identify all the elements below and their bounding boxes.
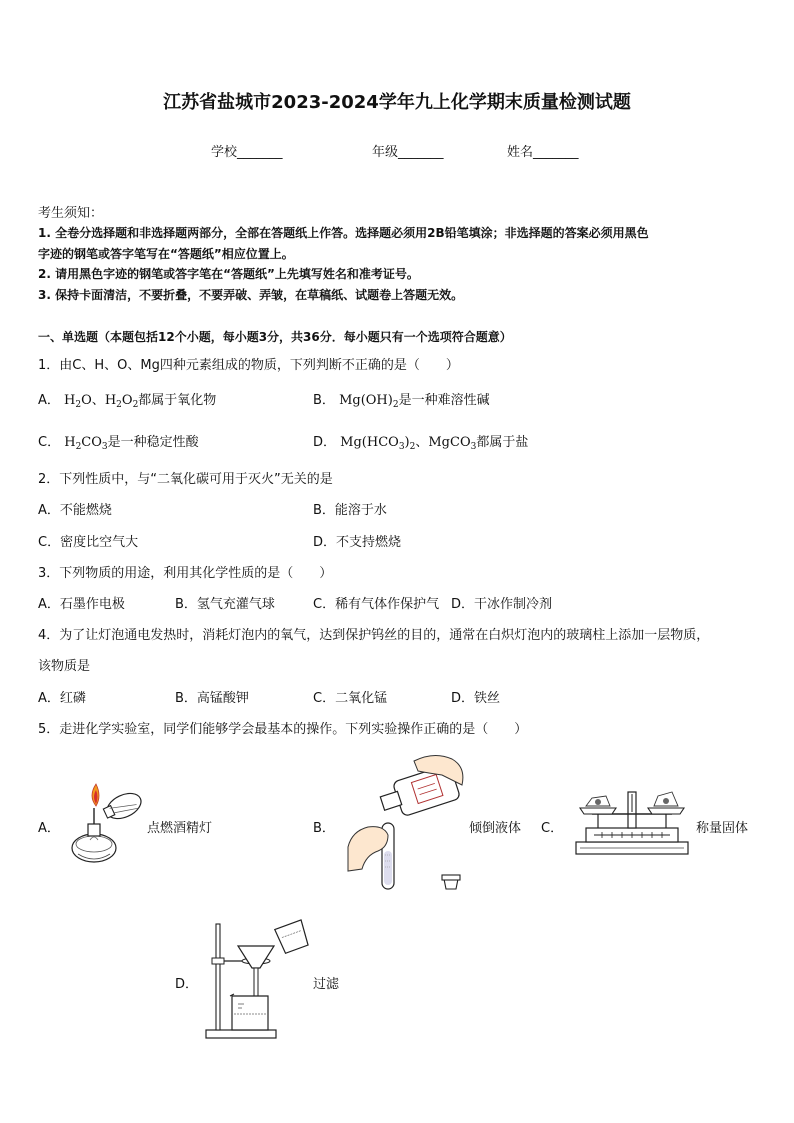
q5-option-d-label[interactable]: D． <box>175 977 199 992</box>
q4-option-b[interactable]: B．高锰酸钾 <box>175 691 249 706</box>
q1-option-c[interactable] <box>38 431 199 452</box>
pouring-liquid-figure <box>344 751 470 897</box>
option-text: 都属于盐 <box>476 435 529 450</box>
notice-item-3: 3. 保持卡面清洁，不要折叠，不要弄破、弄皱，在草稿纸、试题卷上答题无效。 <box>38 288 464 302</box>
notice-heading: 考生须知： <box>38 206 104 221</box>
q4-option-d[interactable]: D．铁丝 <box>451 691 501 706</box>
q5-option-c-label[interactable]: C． <box>541 821 564 836</box>
option-label: D． <box>313 435 337 450</box>
q5-option-d-caption: 过滤 <box>313 977 340 992</box>
notice-item-1: 1. 全卷分选择题和非选择题两部分，全部在答题纸上作答。选择题必须用2B铅笔填涂；非选择题的答案必须用黑色 <box>38 226 649 240</box>
q2-option-b[interactable]: B．能溶于水 <box>313 503 387 518</box>
q3-option-b[interactable]: B．氢气充灌气球 <box>175 597 275 612</box>
formula-magnesium-bicarbonate: $Mg(HCO_3)_2$ <box>340 435 416 452</box>
formula-carbonic-acid: $H_2CO_3$ <box>64 435 108 452</box>
option-text: 是一种难溶性碱 <box>398 393 490 408</box>
name-field: 姓名_______ <box>507 145 579 160</box>
q1-option-a[interactable]: A． $H_2O$、$H_2O_2$都属于氧化物 <box>38 393 217 410</box>
q2-option-c[interactable]: C．密度比空气大 <box>38 535 139 550</box>
q5-option-b-label[interactable]: B． <box>313 821 335 836</box>
q3-option-a[interactable]: A．石墨作电极 <box>38 597 125 612</box>
notice-item-2: 2. 请用黑色字迹的钢笔或答字笔在“答题纸”上先填写姓名和准考证号。 <box>38 267 419 281</box>
page-title: 江苏省盐城市2023-2024学年九上化学期末质量检测试题 <box>163 92 631 113</box>
question-2-stem: 2．下列性质中，与“二氧化碳可用于灭火”无关的是 <box>38 472 333 487</box>
q5-option-a-label[interactable]: A． <box>38 821 60 836</box>
question-5-stem: 5．走进化学实验室，同学们能够学会最基本的操作。下列实验操作正确的是（ ） <box>38 722 528 737</box>
option-text: 是一种稳定性酸 <box>107 435 199 450</box>
q2-option-d[interactable]: D．不支持燃烧 <box>313 535 402 550</box>
q2-option-a[interactable]: A．不能燃烧 <box>38 503 112 518</box>
question-1-stem: 1．由C、H、O、Mg四种元素组成的物质，下列判断不正确的是（ ） <box>38 358 459 373</box>
filtration-figure <box>202 918 314 1042</box>
q3-option-c[interactable]: C．稀有气体作保护气 <box>313 597 440 612</box>
q3-option-d[interactable]: D．干冰作制冷剂 <box>451 597 553 612</box>
question-3-stem: 3．下列物质的用途，利用其化学性质的是（ ） <box>38 566 333 581</box>
option-label: B． <box>313 393 335 408</box>
q1-option-b[interactable] <box>313 389 490 410</box>
q5-option-a-caption: 点燃酒精灯 <box>147 821 213 836</box>
option-text: 都属于氧化物 <box>138 393 217 408</box>
question-4-stem: 4．为了让灯泡通电发热时，消耗灯泡内的氧气，达到保护钨丝的目的，通常在白炽灯泡内的玻璃柱上添加一层物质， <box>38 628 710 643</box>
weighing-balance-figure <box>572 784 692 862</box>
notice-item-1-cont: 字迹的钢笔或答字笔写在“答题纸”相应位置上。 <box>38 247 294 261</box>
q4-option-c[interactable]: C．二氧化锰 <box>313 691 388 706</box>
school-field: 学校_______ <box>211 145 283 160</box>
q4-option-a[interactable]: A．红磷 <box>38 691 86 706</box>
option-label: A． <box>38 393 60 408</box>
option-label: C． <box>38 435 61 450</box>
question-4-stem-cont: 该物质是 <box>38 659 91 674</box>
alcohol-lamp-lighting-figure <box>66 778 150 868</box>
formula-magnesium-carbonate: MgCO$_3$ <box>428 435 477 452</box>
q5-option-b-caption: 倾倒液体 <box>469 821 522 836</box>
formula-water: $H_2O$ <box>64 393 92 410</box>
q5-option-c-caption: 称量固体 <box>696 821 749 836</box>
formula-magnesium-hydroxide: $Mg(OH)_2$ <box>339 393 399 410</box>
formula-hydrogen-peroxide: $H_2O_2$ <box>104 393 139 410</box>
q1-option-d[interactable]: D． $Mg(HCO_3)_2$、MgCO$_3$都属于盐 <box>313 435 529 452</box>
section-heading: 一、单选题（本题包括12个小题，每小题3分，共36分．每小题只有一个选项符合题意） <box>38 330 512 344</box>
grade-field: 年级_______ <box>372 145 444 160</box>
